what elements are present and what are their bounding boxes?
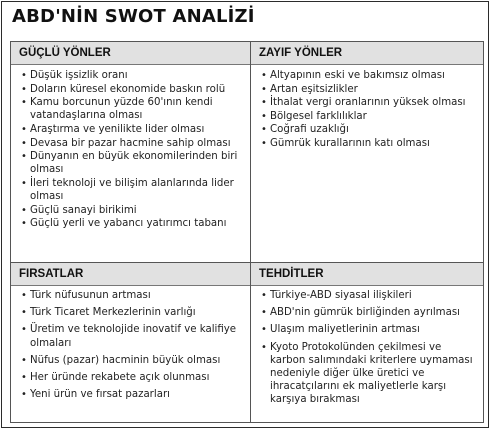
bullet-icon: • xyxy=(21,137,27,149)
list-item: • Üretim ve teknolojide inovatif ve kalifiye olmaları xyxy=(21,324,237,349)
bullet-icon: • xyxy=(21,307,27,319)
threats-list xyxy=(261,289,477,411)
list-item: • Her üründe rekabete açık olunması xyxy=(21,372,210,384)
list-item: • Ulaşım maliyetlerinin artması xyxy=(261,324,420,336)
bullet-icon: • xyxy=(261,137,267,149)
list-item: • ABD'nin gümrük birliğinden ayrılması xyxy=(261,307,460,319)
bullet-icon: • xyxy=(21,97,27,109)
page-title: ABD'NİN SWOT ANALİZİ xyxy=(12,6,255,27)
list-item: • Coğrafi uzaklığı xyxy=(261,124,349,136)
weaknesses-list xyxy=(261,69,477,151)
bullet-icon: • xyxy=(261,290,267,301)
bullet-icon: • xyxy=(261,110,267,122)
list-item: • Düşük işsizlik oranı xyxy=(21,70,128,81)
list-item: • Türkiye-ABD siyasal ilişkileri xyxy=(261,290,412,301)
bullet-icon: • xyxy=(21,204,27,216)
list-item: • Nüfus (pazar) hacminin büyük olması xyxy=(21,354,221,366)
list-item: • Gümrük kurallarının katı olması xyxy=(261,137,430,149)
list-item: • Türk Ticaret Merkezlerinin varlığı xyxy=(21,307,196,319)
bullet-icon: • xyxy=(21,354,27,366)
bullet-icon: • xyxy=(21,389,27,401)
threats-heading: TEHDİTLER xyxy=(251,263,483,286)
bullet-icon: • xyxy=(261,307,267,319)
bullet-icon: • xyxy=(21,70,27,81)
bullet-icon: • xyxy=(261,70,267,81)
bullet-icon: • xyxy=(21,290,27,301)
list-item: • Devasa bir pazar hacmine sahip olması xyxy=(21,137,231,149)
opportunities-panel xyxy=(11,263,251,422)
bullet-icon: • xyxy=(261,83,267,95)
list-item: • Doların küresel ekonomide baskın rolü xyxy=(21,83,226,95)
list-item: • Kyoto Protokolünden çekilmesi ve karbon salımındaki kriterlere uymaması nedeniyle diğer ülke üretici ve ihracatçılarını ek maliyetlerle karşı karşıya bırakması xyxy=(261,341,473,406)
list-item: • Artan eşitsizlikler xyxy=(261,83,358,95)
threats-panel xyxy=(251,263,483,422)
opportunities-list xyxy=(21,289,244,405)
strengths-panel xyxy=(11,42,251,263)
bullet-icon: • xyxy=(21,218,27,230)
list-item: • Araştırma ve yenilikte lider olması xyxy=(21,123,205,135)
list-item: • Güçlü yerli ve yabancı yatırımcı tabanı xyxy=(21,218,227,230)
list-item: • Bölgesel farklılıklar xyxy=(261,110,367,122)
strengths-list xyxy=(21,69,244,231)
swot-card xyxy=(1,1,489,428)
bullet-icon: • xyxy=(261,341,267,353)
weaknesses-heading: ZAYIF YÖNLER xyxy=(251,42,483,65)
list-item: • İleri teknoloji ve bilişim alanlarında lider olması xyxy=(21,177,234,203)
bullet-icon: • xyxy=(21,83,27,95)
weaknesses-panel xyxy=(251,42,483,263)
list-item: • İthalat vergi oranlarının yüksek olması xyxy=(261,97,466,109)
list-item: • Kamu borcunun yüzde 60'ının kendi vatandaşlarına olması xyxy=(21,97,213,122)
bullet-icon: • xyxy=(261,324,267,336)
bullet-icon: • xyxy=(21,324,27,336)
list-item: • Yeni ürün ve fırsat pazarları xyxy=(21,389,170,401)
list-item: • Türk nüfusunun artması xyxy=(21,290,151,301)
list-item: • Dünyanın en büyük ekonomilerinden biri olması xyxy=(21,151,238,176)
bullet-icon: • xyxy=(21,177,27,189)
bullet-icon: • xyxy=(21,151,27,163)
strengths-heading: GÜÇLÜ YÖNLER xyxy=(11,42,250,65)
bullet-icon: • xyxy=(261,97,267,109)
swot-grid xyxy=(10,41,484,423)
list-item: • Güçlü sanayi birikimi xyxy=(21,204,137,216)
bullet-icon: • xyxy=(21,123,27,135)
bullet-icon: • xyxy=(261,124,267,136)
opportunities-heading: FIRSATLAR xyxy=(11,263,250,286)
bullet-icon: • xyxy=(21,372,27,384)
list-item: • Altyapının eski ve bakımsız olması xyxy=(261,70,445,81)
